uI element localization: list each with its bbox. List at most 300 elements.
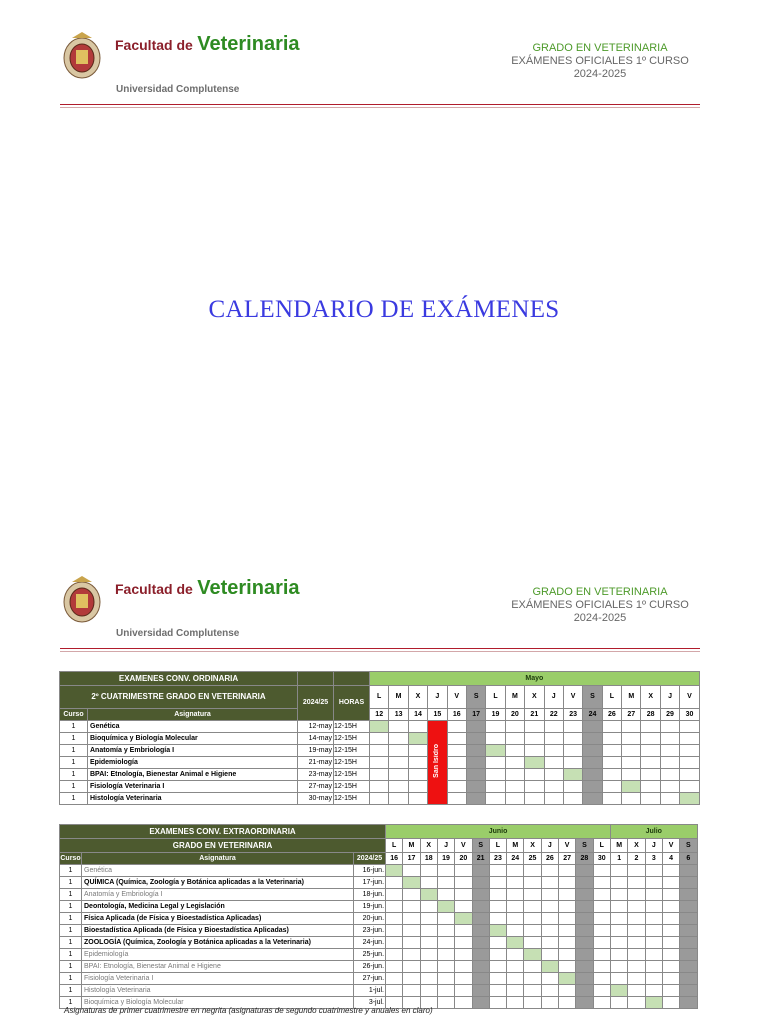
calendar-cell	[602, 733, 621, 745]
cell-hora: 12-15H	[334, 757, 370, 769]
calendar-cell	[466, 769, 485, 781]
weekday-header: S	[472, 839, 489, 853]
cell-fecha: 1-jul.	[354, 985, 386, 997]
weekday-header: L	[602, 686, 621, 709]
calendar-cell	[505, 793, 524, 805]
weekday-header: V	[662, 839, 679, 853]
calendar-cell	[386, 949, 403, 961]
calendar-cell	[472, 961, 489, 973]
calendar-cell	[602, 769, 621, 781]
header-rule	[60, 648, 700, 649]
calendar-cell	[593, 889, 610, 901]
calendar-cell	[386, 889, 403, 901]
cell-hora: 12-15H	[334, 781, 370, 793]
calendar-cell	[486, 745, 505, 757]
cell-asignatura: Física Aplicada (de Física y Bioestadística Aplicadas)	[82, 913, 354, 925]
calendar-cell	[408, 769, 427, 781]
calendar-cell	[660, 781, 679, 793]
calendar-cell	[611, 949, 628, 961]
weekday-header: V	[558, 839, 575, 853]
cell-asignatura: Genética	[88, 721, 298, 733]
calendar-cell	[437, 901, 454, 913]
calendar-cell	[622, 733, 641, 745]
calendar-cell	[680, 973, 697, 985]
calendar-cell	[544, 769, 563, 781]
cell-curso: 1	[60, 877, 82, 889]
calendar-cell	[593, 985, 610, 997]
calendar-cell	[386, 985, 403, 997]
calendar-cell	[505, 745, 524, 757]
calendar-cell	[645, 889, 662, 901]
calendar-cell	[583, 781, 602, 793]
calendar-cell	[386, 973, 403, 985]
calendar-cell	[680, 937, 697, 949]
cell-fecha: 27-jun.	[354, 973, 386, 985]
header-right-block: GRADO EN VETERINARIA EXÁMENES OFICIALES 1º CURSO 2024-2025	[511, 42, 689, 80]
calendar-cell	[386, 961, 403, 973]
calendar-cell	[403, 925, 420, 937]
calendar-cell	[660, 793, 679, 805]
calendar-cell	[593, 997, 610, 1009]
calendar-cell	[420, 865, 437, 877]
header-right-block: GRADO EN VETERINARIA EXÁMENES OFICIALES 1º CURSO 2024-2025	[511, 586, 689, 624]
calendar-cell	[611, 865, 628, 877]
day-number: 20	[455, 853, 472, 865]
calendar-cell	[386, 913, 403, 925]
calendar-cell	[370, 757, 389, 769]
calendar-cell	[576, 865, 593, 877]
day-number: 26	[541, 853, 558, 865]
weekday-header: J	[645, 839, 662, 853]
calendar-cell	[389, 721, 408, 733]
calendar-cell	[541, 985, 558, 997]
cell-fecha: 24-jun.	[354, 937, 386, 949]
calendar-cell	[583, 793, 602, 805]
calendar-cell	[628, 877, 645, 889]
calendar-cell	[505, 757, 524, 769]
calendar-cell	[662, 877, 679, 889]
weekday-header: M	[611, 839, 628, 853]
calendar-cell	[505, 733, 524, 745]
cell-fecha: 21-may	[298, 757, 334, 769]
calendar-cell	[489, 925, 506, 937]
cell-fecha: 12-may	[298, 721, 334, 733]
calendar-cell	[389, 769, 408, 781]
day-number: 19	[437, 853, 454, 865]
calendar-cell	[389, 757, 408, 769]
calendar-cell	[541, 961, 558, 973]
table-row	[60, 985, 698, 997]
cell-asignatura: Fisiología Veterinaria I	[82, 973, 354, 985]
calendar-cell	[489, 889, 506, 901]
cell-fecha: 14-may	[298, 733, 334, 745]
cell-fecha: 26-jun.	[354, 961, 386, 973]
calendar-cell	[563, 781, 582, 793]
extraordinaria-exam-table	[59, 824, 698, 1009]
header-rule	[60, 104, 700, 105]
day-number: 24	[507, 853, 524, 865]
weekday-header: S	[576, 839, 593, 853]
weekday-header: J	[437, 839, 454, 853]
table-row	[60, 865, 698, 877]
calendar-cell	[420, 973, 437, 985]
cell-fecha: 3-jul.	[354, 997, 386, 1009]
calendar-cell	[420, 961, 437, 973]
calendar-cell	[680, 781, 699, 793]
calendar-cell	[507, 889, 524, 901]
calendar-cell	[641, 781, 660, 793]
calendar-cell	[507, 985, 524, 997]
table-row	[60, 901, 698, 913]
day-number: 13	[389, 709, 408, 721]
calendar-cell	[680, 721, 699, 733]
calendar-cell	[645, 949, 662, 961]
calendar-cell	[628, 913, 645, 925]
calendar-cell	[420, 949, 437, 961]
calendar-cell	[455, 961, 472, 973]
calendar-cell	[576, 937, 593, 949]
calendar-cell	[420, 877, 437, 889]
weekday-header: S	[680, 839, 697, 853]
calendar-cell	[563, 733, 582, 745]
calendar-cell	[544, 721, 563, 733]
calendar-cell	[472, 889, 489, 901]
calendar-cell	[437, 973, 454, 985]
weekday-header: S	[466, 686, 485, 709]
weekday-header: M	[507, 839, 524, 853]
calendar-cell	[507, 877, 524, 889]
table-row	[60, 757, 700, 769]
calendar-cell	[602, 721, 621, 733]
weekday-header: V	[563, 686, 582, 709]
cell-hora: 12-15H	[334, 769, 370, 781]
calendar-cell	[583, 721, 602, 733]
calendar-cell	[583, 769, 602, 781]
day-number: 3	[645, 853, 662, 865]
calendar-cell	[611, 997, 628, 1009]
day-number: 19	[486, 709, 505, 721]
cell-curso: 1	[60, 757, 88, 769]
calendar-cell	[602, 781, 621, 793]
calendar-cell	[680, 901, 697, 913]
calendar-cell	[622, 757, 641, 769]
calendar-cell	[680, 949, 697, 961]
calendar-cell	[576, 949, 593, 961]
day-number: 27	[622, 709, 641, 721]
calendar-cell	[611, 913, 628, 925]
calendar-cell	[680, 985, 697, 997]
calendar-cell	[660, 745, 679, 757]
day-number: 25	[524, 853, 541, 865]
calendar-cell	[576, 925, 593, 937]
day-number: 21	[472, 853, 489, 865]
table-row	[60, 949, 698, 961]
calendar-cell	[680, 997, 697, 1009]
calendar-cell	[628, 973, 645, 985]
calendar-cell	[558, 985, 575, 997]
page-title: CALENDARIO DE EXÁMENES	[208, 296, 560, 323]
weekday-header: X	[524, 839, 541, 853]
calendar-cell	[611, 925, 628, 937]
calendar-cell	[447, 781, 466, 793]
calendar-cell	[507, 949, 524, 961]
calendar-cell	[611, 901, 628, 913]
calendar-cell	[563, 721, 582, 733]
day-number: 16	[447, 709, 466, 721]
calendar-cell	[611, 973, 628, 985]
calendar-cell	[455, 949, 472, 961]
cell-asignatura: Histología Veterinaria	[82, 985, 354, 997]
calendar-cell	[524, 949, 541, 961]
calendar-cell	[507, 961, 524, 973]
calendar-cell	[420, 937, 437, 949]
table-row	[60, 973, 698, 985]
cell-fecha: 16-jun.	[354, 865, 386, 877]
table-title: EXAMENES CONV. ORDINARIA	[60, 672, 298, 686]
weekday-header: S	[583, 686, 602, 709]
calendar-cell	[583, 745, 602, 757]
calendar-cell	[628, 901, 645, 913]
calendar-cell	[593, 865, 610, 877]
calendar-cell	[389, 733, 408, 745]
col-asignatura: Asignatura	[88, 709, 298, 721]
calendar-cell	[455, 997, 472, 1009]
calendar-cell	[611, 937, 628, 949]
university-name: Universidad Complutense	[116, 628, 240, 639]
calendar-cell	[662, 949, 679, 961]
weekday-header: J	[428, 686, 447, 709]
weekday-header: M	[403, 839, 420, 853]
table-row	[60, 961, 698, 973]
cell-fecha: 23-may	[298, 769, 334, 781]
calendar-cell	[505, 781, 524, 793]
calendar-cell	[602, 757, 621, 769]
calendar-cell	[662, 973, 679, 985]
calendar-cell	[486, 769, 505, 781]
calendar-cell	[662, 889, 679, 901]
calendar-cell	[662, 937, 679, 949]
weekday-header: L	[386, 839, 403, 853]
calendar-cell	[403, 937, 420, 949]
calendar-cell	[680, 961, 697, 973]
calendar-cell	[645, 961, 662, 973]
calendar-cell	[660, 769, 679, 781]
col-year: 2024/25	[298, 686, 334, 721]
calendar-cell	[558, 901, 575, 913]
day-number: 16	[386, 853, 403, 865]
calendar-cell	[489, 877, 506, 889]
faculty-name: Facultad de Veterinaria	[115, 33, 300, 55]
calendar-cell	[628, 937, 645, 949]
calendar-cell	[544, 757, 563, 769]
calendar-cell	[437, 925, 454, 937]
calendar-cell	[507, 973, 524, 985]
cell-curso: 1	[60, 889, 82, 901]
calendar-cell	[403, 901, 420, 913]
cell-fecha: 19-may	[298, 745, 334, 757]
calendar-cell	[386, 877, 403, 889]
cell-curso: 1	[60, 733, 88, 745]
calendar-cell	[593, 925, 610, 937]
blank-cell	[298, 672, 334, 686]
weekday-header: X	[525, 686, 544, 709]
cell-curso: 1	[60, 949, 82, 961]
calendar-cell	[641, 721, 660, 733]
calendar-cell	[472, 937, 489, 949]
cell-hora: 12-15H	[334, 793, 370, 805]
month-label: Mayo	[370, 672, 700, 686]
calendar-cell	[420, 901, 437, 913]
calendar-cell	[420, 889, 437, 901]
calendar-cell	[472, 877, 489, 889]
cell-curso: 1	[60, 865, 82, 877]
calendar-cell	[472, 901, 489, 913]
cell-curso: 1	[60, 769, 88, 781]
calendar-cell	[389, 745, 408, 757]
page-header-1	[0, 30, 768, 110]
calendar-cell	[437, 865, 454, 877]
calendar-cell	[408, 757, 427, 769]
col-asignatura: Asignatura	[82, 853, 354, 865]
calendar-cell	[489, 937, 506, 949]
table-row	[60, 745, 700, 757]
calendar-cell	[558, 949, 575, 961]
calendar-cell	[403, 889, 420, 901]
cell-curso: 1	[60, 901, 82, 913]
day-number: 28	[641, 709, 660, 721]
cell-curso: 1	[60, 961, 82, 973]
calendar-cell	[563, 757, 582, 769]
cell-asignatura: ZOOLOGÍA (Química, Zoología y Botánica aplicadas a la Veterinaria)	[82, 937, 354, 949]
cell-asignatura: Anatomía y Embriología I	[88, 745, 298, 757]
weekday-header: X	[420, 839, 437, 853]
calendar-cell	[486, 733, 505, 745]
calendar-cell	[583, 757, 602, 769]
calendar-cell	[576, 901, 593, 913]
table-subtitle: GRADO EN VETERINARIA	[60, 839, 386, 853]
calendar-cell	[593, 901, 610, 913]
calendar-cell	[386, 901, 403, 913]
calendar-cell	[680, 889, 697, 901]
weekday-header: J	[541, 839, 558, 853]
col-year: 2024/25	[354, 853, 386, 865]
cell-asignatura: BPAI: Etnología, Bienestar Animal e Higiene	[88, 769, 298, 781]
weekday-header: V	[447, 686, 466, 709]
cell-curso: 1	[60, 997, 82, 1009]
calendar-cell	[389, 781, 408, 793]
calendar-cell	[662, 865, 679, 877]
calendar-cell	[437, 961, 454, 973]
calendar-cell	[408, 793, 427, 805]
calendar-cell	[455, 973, 472, 985]
col-curso: Curso	[60, 853, 82, 865]
calendar-cell	[403, 913, 420, 925]
calendar-cell	[558, 925, 575, 937]
calendar-cell	[370, 721, 389, 733]
calendar-cell	[611, 985, 628, 997]
calendar-cell	[628, 961, 645, 973]
month-label: Julio	[611, 825, 697, 839]
calendar-cell	[455, 985, 472, 997]
calendar-cell	[641, 793, 660, 805]
day-number: 12	[370, 709, 389, 721]
cell-curso: 1	[60, 973, 82, 985]
calendar-cell	[524, 961, 541, 973]
calendar-cell	[472, 949, 489, 961]
calendar-cell	[544, 793, 563, 805]
calendar-cell	[645, 985, 662, 997]
calendar-cell	[680, 865, 697, 877]
calendar-cell	[420, 913, 437, 925]
cell-hora: 12-15H	[334, 733, 370, 745]
calendar-cell	[524, 985, 541, 997]
cell-curso: 1	[60, 745, 88, 757]
calendar-cell	[628, 889, 645, 901]
calendar-cell	[370, 781, 389, 793]
calendar-cell	[593, 973, 610, 985]
calendar-cell	[437, 949, 454, 961]
calendar-cell	[680, 877, 697, 889]
table-row	[60, 793, 700, 805]
calendar-cell	[583, 733, 602, 745]
calendar-cell	[466, 733, 485, 745]
calendar-cell	[593, 877, 610, 889]
calendar-cell	[622, 781, 641, 793]
calendar-cell	[403, 877, 420, 889]
calendar-cell	[447, 769, 466, 781]
calendar-cell	[525, 757, 544, 769]
calendar-cell	[541, 901, 558, 913]
calendar-cell	[455, 913, 472, 925]
calendar-cell	[472, 985, 489, 997]
table-row	[60, 889, 698, 901]
ucm-seal-icon	[60, 30, 104, 82]
calendar-cell	[558, 937, 575, 949]
calendar-cell	[611, 889, 628, 901]
calendar-cell	[680, 757, 699, 769]
calendar-cell	[489, 865, 506, 877]
calendar-cell	[525, 745, 544, 757]
calendar-cell	[641, 757, 660, 769]
weekday-header: J	[660, 686, 679, 709]
calendar-cell	[370, 769, 389, 781]
weekday-header: L	[370, 686, 389, 709]
cell-fecha: 20-jun.	[354, 913, 386, 925]
calendar-cell	[645, 973, 662, 985]
calendar-cell	[525, 781, 544, 793]
weekday-header: J	[544, 686, 563, 709]
day-number: 27	[558, 853, 575, 865]
calendar-cell	[563, 793, 582, 805]
day-number: 24	[583, 709, 602, 721]
calendar-cell	[641, 733, 660, 745]
calendar-cell	[544, 733, 563, 745]
calendar-cell	[370, 793, 389, 805]
calendar-cell	[524, 877, 541, 889]
table-row	[60, 877, 698, 889]
calendar-cell	[645, 901, 662, 913]
cell-curso: 1	[60, 925, 82, 937]
calendar-cell	[645, 913, 662, 925]
calendar-cell	[558, 889, 575, 901]
calendar-cell	[386, 865, 403, 877]
calendar-cell	[662, 925, 679, 937]
calendar-cell	[611, 961, 628, 973]
cell-fecha: 23-jun.	[354, 925, 386, 937]
cell-curso: 1	[60, 913, 82, 925]
calendar-cell	[472, 865, 489, 877]
calendar-cell	[558, 913, 575, 925]
